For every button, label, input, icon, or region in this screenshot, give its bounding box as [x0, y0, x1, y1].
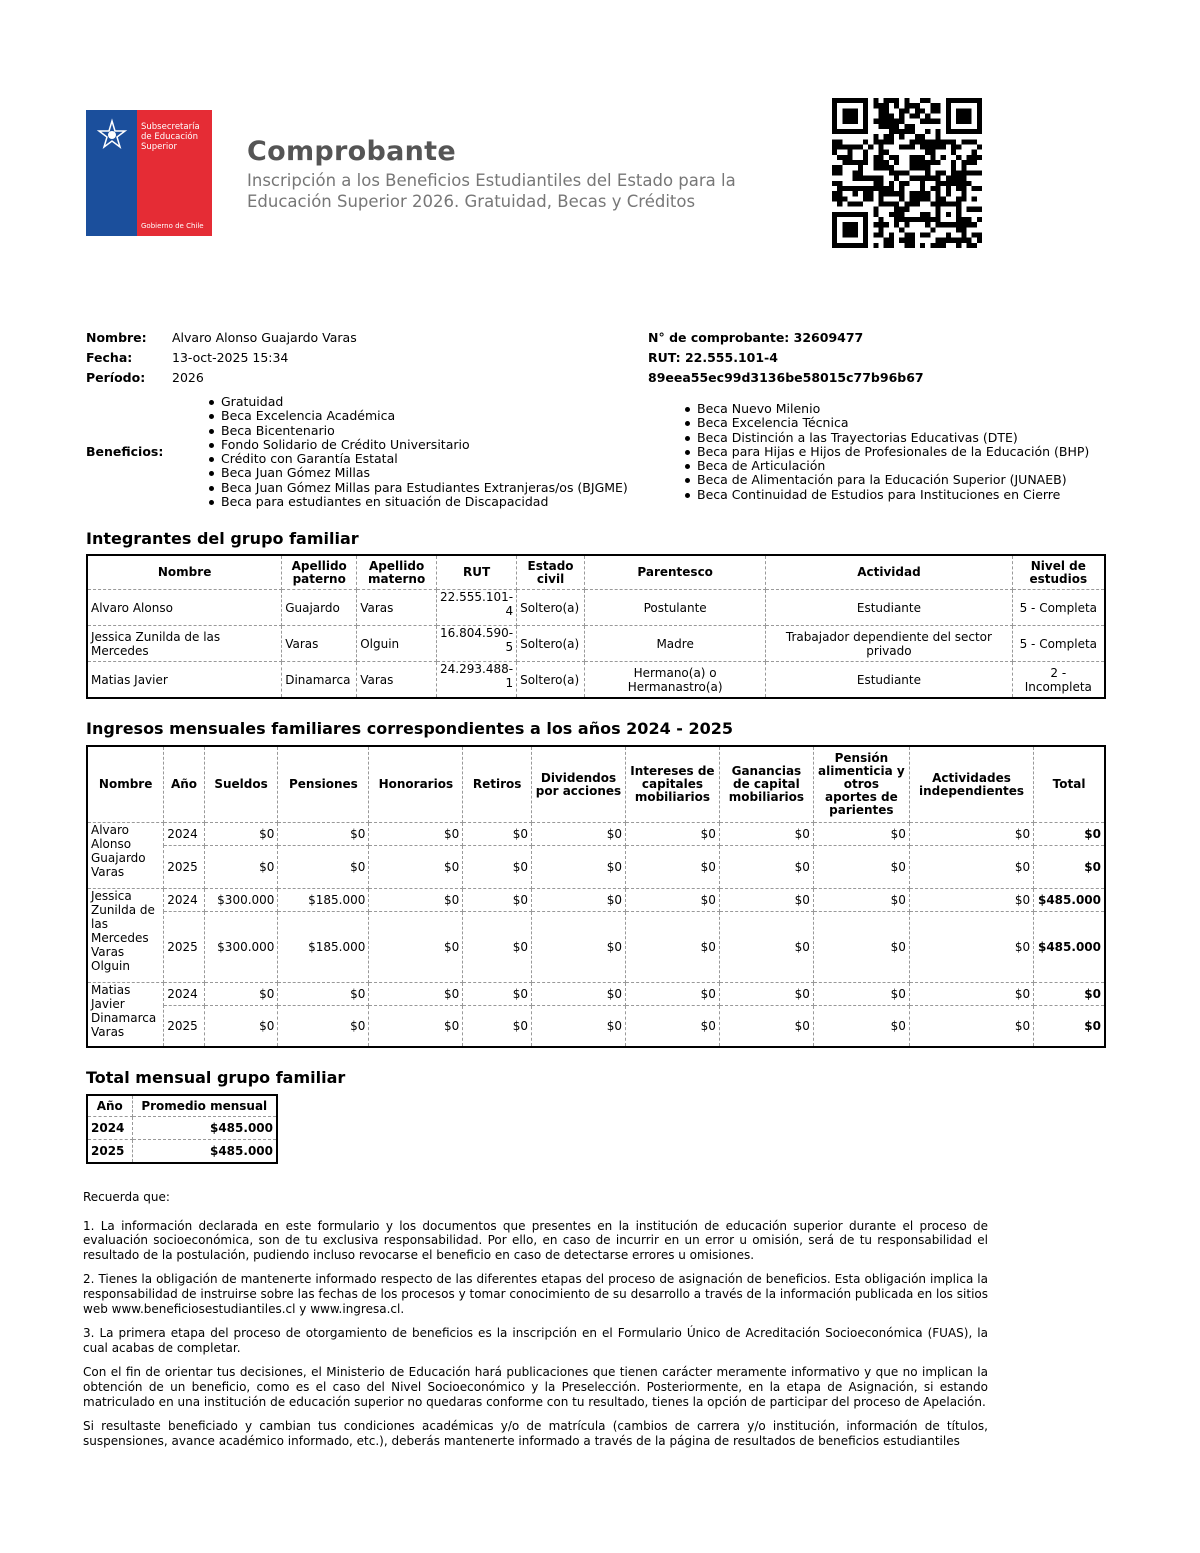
table-row	[87, 1117, 277, 1140]
note-paragraph: Si resultaste beneficiado y cambian tus condiciones académicas y/o de matrícula (cambios de carrera y/o institución, información de títulos, suspensiones, avance académico informado, etc.), deberás mantenerte informado a través de la página de resultados de beneficios estudiantiles	[83, 1419, 988, 1448]
table-cell: $485.000	[1034, 889, 1105, 912]
table-cell: $485.000	[1034, 912, 1105, 983]
grupo-table	[86, 554, 1106, 699]
notes-section	[83, 1190, 988, 1458]
table-cell: $0	[532, 1006, 626, 1047]
table-cell: $0	[463, 1006, 532, 1047]
beneficio-item: Beca Excelencia Técnica	[683, 416, 1089, 430]
beneficio-item: Beca para estudiantes en situación de Discapacidad	[207, 495, 628, 509]
table-cell: Guajardo	[282, 590, 357, 626]
ingresos-header: Pensiones	[278, 746, 369, 823]
table-cell: Madre	[585, 626, 766, 662]
table-row	[87, 846, 1105, 889]
table-cell: $0	[1034, 983, 1105, 1006]
table-cell: 2025	[164, 1006, 204, 1047]
member-name: Alvaro Alonso Guajardo Varas	[87, 823, 164, 889]
table-cell: $0	[463, 846, 532, 889]
table-row	[87, 1140, 277, 1164]
table-cell: Olguin	[357, 626, 437, 662]
ingresos-header: Año	[164, 746, 204, 823]
table-row	[87, 590, 1105, 626]
table-cell: 2025	[87, 1140, 132, 1164]
table-cell: $0	[813, 983, 909, 1006]
table-cell: $0	[369, 983, 463, 1006]
ingresos-header: Ganancias de capital mobiliarios	[719, 746, 813, 823]
grupo-header: RUT	[437, 555, 517, 590]
table-cell: 2024	[87, 1117, 132, 1140]
table-cell: Varas	[357, 590, 437, 626]
table-cell: $0	[369, 912, 463, 983]
fecha-value: 13-oct-2025 15:34	[172, 350, 289, 365]
table-cell: $0	[532, 889, 626, 912]
grupo-header: Nombre	[87, 555, 282, 590]
note-paragraph: Con el fin de orientar tus decisiones, el Ministerio de Educación hará publicaciones que tienen carácter meramente informativo y que no implican la obtención de un beneficio, como es el caso del Nivel Socioeconómico y la Preselección. Posteriormente, en la etapa de Asignación, si estando matriculado en una institución de educación superior no quedaras conforme con tu resultado, tienes la opción de participar del proceso de Apelación.	[83, 1365, 988, 1409]
table-cell: $0	[204, 1006, 278, 1047]
logo-gov: Gobierno de Chile	[141, 222, 204, 230]
ingresos-header: Total	[1034, 746, 1105, 823]
table-cell: $185.000	[278, 912, 369, 983]
note-paragraph: 2. Tienes la obligación de mantenerte informado respecto de las diferentes etapas del proceso de asignación de beneficios. Esta obligación implica la responsabilidad de instruirse sobre las fechas de los procesos y tomar conocimiento de su desarrollo a través de la información publicada en los sitios web www.beneficiosestudiantiles.cl y www.ingresa.cl.	[83, 1272, 988, 1316]
table-row	[87, 626, 1105, 662]
logo-name: Subsecretaría de Educación Superior	[141, 122, 200, 152]
beneficio-item: Beca Distinción a las Trayectorias Educativas (DTE)	[683, 431, 1089, 445]
table-cell: 5 - Completa	[1012, 626, 1105, 662]
ingresos-header: Honorarios	[369, 746, 463, 823]
periodo-label: Período:	[86, 370, 146, 385]
table-cell: $0	[625, 912, 719, 983]
table-row	[87, 983, 1105, 1006]
table-cell: $300.000	[204, 889, 278, 912]
table-cell: $0	[1034, 1006, 1105, 1047]
table-cell: $0	[463, 823, 532, 846]
coat-of-arms-icon	[94, 118, 130, 154]
table-row	[87, 662, 1105, 699]
table-cell: $0	[1034, 823, 1105, 846]
table-cell: 16.804.590-5	[437, 626, 517, 662]
table-cell: $0	[909, 1006, 1033, 1047]
table-cell: 22.555.101-4	[437, 590, 517, 626]
table-cell: $0	[719, 983, 813, 1006]
beneficio-item: Beca Nuevo Milenio	[683, 402, 1089, 416]
table-cell: Varas	[282, 626, 357, 662]
table-cell: $0	[719, 823, 813, 846]
table-cell: 5 - Completa	[1012, 590, 1105, 626]
grupo-header: Nivel de estudios	[1012, 555, 1105, 590]
table-cell: $0	[813, 846, 909, 889]
beneficios-list-1	[207, 395, 628, 509]
beneficios-label: Beneficios:	[86, 444, 164, 459]
ingresos-header: Retiros	[463, 746, 532, 823]
grupo-header: Actividad	[766, 555, 1012, 590]
beneficio-item: Beca de Alimentación para la Educación Superior (JUNAEB)	[683, 473, 1089, 487]
ingresos-header: Pensión alimenticia y otros aportes de parientes	[813, 746, 909, 823]
table-cell: Soltero(a)	[517, 590, 585, 626]
comprobante-number: N° de comprobante: 32609477	[648, 330, 864, 345]
table-cell: $0	[909, 846, 1033, 889]
table-cell: $0	[813, 889, 909, 912]
table-cell: $185.000	[278, 889, 369, 912]
table-cell: Alvaro Alonso	[87, 590, 282, 626]
table-cell: $0	[532, 823, 626, 846]
page-subtitle: Inscripción a los Beneficios Estudiantiles del Estado para la Educación Superior 2026. Gratuidad, Becas y Créditos	[247, 171, 736, 211]
table-cell: $0	[625, 1006, 719, 1047]
grupo-heading: Integrantes del grupo familiar	[86, 529, 359, 548]
beneficio-item: Beca de Articulación	[683, 459, 1089, 473]
table-cell: Postulante	[585, 590, 766, 626]
rut-value: RUT: 22.555.101-4	[648, 350, 778, 365]
table-row	[87, 1006, 1105, 1047]
table-cell: $0	[719, 889, 813, 912]
table-cell: Soltero(a)	[517, 626, 585, 662]
grupo-header: Estado civil	[517, 555, 585, 590]
beneficio-item: Crédito con Garantía Estatal	[207, 452, 628, 466]
table-cell: $0	[625, 823, 719, 846]
table-cell: Hermano(a) o Hermanastro(a)	[585, 662, 766, 699]
total-table	[86, 1094, 278, 1164]
table-cell: 2024	[164, 983, 204, 1006]
page-title: Comprobante	[247, 136, 456, 167]
beneficio-item: Beca Bicentenario	[207, 424, 628, 438]
table-cell: $0	[625, 889, 719, 912]
table-cell: $0	[532, 846, 626, 889]
beneficio-item: Beca Excelencia Académica	[207, 409, 628, 423]
total-heading: Total mensual grupo familiar	[86, 1068, 346, 1087]
table-cell: 2024	[164, 823, 204, 846]
beneficio-item: Fondo Solidario de Crédito Universitario	[207, 438, 628, 452]
qr-code-icon	[832, 98, 982, 248]
ministry-logo	[86, 110, 212, 236]
table-cell: 2024	[164, 889, 204, 912]
total-header: Promedio mensual	[132, 1095, 277, 1117]
table-cell: $0	[532, 912, 626, 983]
beneficio-item: Beca Juan Gómez Millas para Estudiantes Extranjeras/os (BJGME)	[207, 481, 628, 495]
table-cell: $0	[909, 983, 1033, 1006]
grupo-header: Parentesco	[585, 555, 766, 590]
nombre-label: Nombre:	[86, 330, 147, 345]
table-cell: Estudiante	[766, 590, 1012, 626]
table-cell: 24.293.488-1	[437, 662, 517, 699]
table-cell: 2025	[164, 912, 204, 983]
ingresos-header: Dividendos por acciones	[532, 746, 626, 823]
table-cell: $0	[463, 912, 532, 983]
table-cell: $0	[532, 983, 626, 1006]
table-cell: $0	[369, 1006, 463, 1047]
table-cell: Soltero(a)	[517, 662, 585, 699]
table-cell: $0	[278, 1006, 369, 1047]
beneficio-item: Gratuidad	[207, 395, 628, 409]
periodo-value: 2026	[172, 370, 204, 385]
table-cell: $0	[204, 983, 278, 1006]
table-cell: 2 - Incompleta	[1012, 662, 1105, 699]
member-name: Matias Javier Dinamarca Varas	[87, 983, 164, 1047]
table-cell: 2025	[164, 846, 204, 889]
ingresos-header: Sueldos	[204, 746, 278, 823]
table-cell: Varas	[357, 662, 437, 699]
table-cell: $0	[719, 1006, 813, 1047]
ingresos-header: Actividades independientes	[909, 746, 1033, 823]
table-cell: $0	[813, 1006, 909, 1047]
beneficio-item: Beca Juan Gómez Millas	[207, 466, 628, 480]
table-cell: $0	[719, 846, 813, 889]
table-cell: $485.000	[132, 1140, 277, 1164]
member-name: Jessica Zunilda de las Mercedes Varas Olguin	[87, 889, 164, 983]
table-cell: $0	[463, 983, 532, 1006]
table-cell: $0	[813, 912, 909, 983]
ingresos-table	[86, 745, 1106, 1048]
beneficio-item: Beca para Hijas e Hijos de Profesionales de la Educación (BHP)	[683, 445, 1089, 459]
table-cell: $0	[625, 983, 719, 1006]
table-row	[87, 823, 1105, 846]
table-cell: $0	[463, 889, 532, 912]
table-cell: Jessica Zunilda de las Mercedes	[87, 626, 282, 662]
beneficio-item: Beca Continuidad de Estudios para Instituciones en Cierre	[683, 488, 1089, 502]
table-cell: Dinamarca	[282, 662, 357, 699]
table-cell: $0	[625, 846, 719, 889]
ingresos-header: Nombre	[87, 746, 164, 823]
table-row	[87, 889, 1105, 912]
table-cell: $0	[909, 889, 1033, 912]
ingresos-header: Intereses de capitales mobiliarios	[625, 746, 719, 823]
table-cell: $0	[278, 823, 369, 846]
table-cell: Matias Javier	[87, 662, 282, 699]
table-cell: $0	[909, 912, 1033, 983]
note-paragraph: 1. La información declarada en este formulario y los documentos que presentes en la institución de educación superior durante el proceso de evaluación socioeconómica, son de tu exclusiva responsabilidad. Por ello, en caso de incurrir en un error u omisión, será de tu responsabilidad el resultado de la postulación, pudiendo incluso revocarse el beneficio en caso de detectarse errores u omisiones.	[83, 1218, 988, 1262]
note-paragraph: Recuerda que:	[83, 1190, 170, 1204]
table-cell: $0	[204, 846, 278, 889]
table-cell: $0	[369, 846, 463, 889]
table-row	[87, 912, 1105, 983]
table-cell: $0	[369, 823, 463, 846]
table-cell: $485.000	[132, 1117, 277, 1140]
table-cell: $300.000	[204, 912, 278, 983]
hash-value: 89eea55ec99d3136be58015c77b96b67	[648, 370, 924, 385]
table-cell: $0	[909, 823, 1033, 846]
table-cell: $0	[278, 983, 369, 1006]
nombre-value: Alvaro Alonso Guajardo Varas	[172, 330, 357, 345]
fecha-label: Fecha:	[86, 350, 133, 365]
note-paragraph: 3. La primera etapa del proceso de otorgamiento de beneficios es la inscripción en el Formulario Único de Acreditación Socioeconómica (FUAS), la cual acabas de completar.	[83, 1326, 988, 1355]
table-cell: Estudiante	[766, 662, 1012, 699]
table-cell: $0	[278, 846, 369, 889]
table-cell: $0	[813, 823, 909, 846]
table-cell: $0	[204, 823, 278, 846]
ingresos-heading: Ingresos mensuales familiares correspondientes a los años 2024 - 2025	[86, 719, 734, 738]
table-cell: $0	[719, 912, 813, 983]
table-cell: $0	[1034, 846, 1105, 889]
beneficios-list-2	[683, 402, 1089, 502]
table-cell: $0	[369, 889, 463, 912]
table-cell: Trabajador dependiente del sector privado	[766, 626, 1012, 662]
total-header: Año	[87, 1095, 132, 1117]
grupo-header: Apellido materno	[357, 555, 437, 590]
grupo-header: Apellido paterno	[282, 555, 357, 590]
